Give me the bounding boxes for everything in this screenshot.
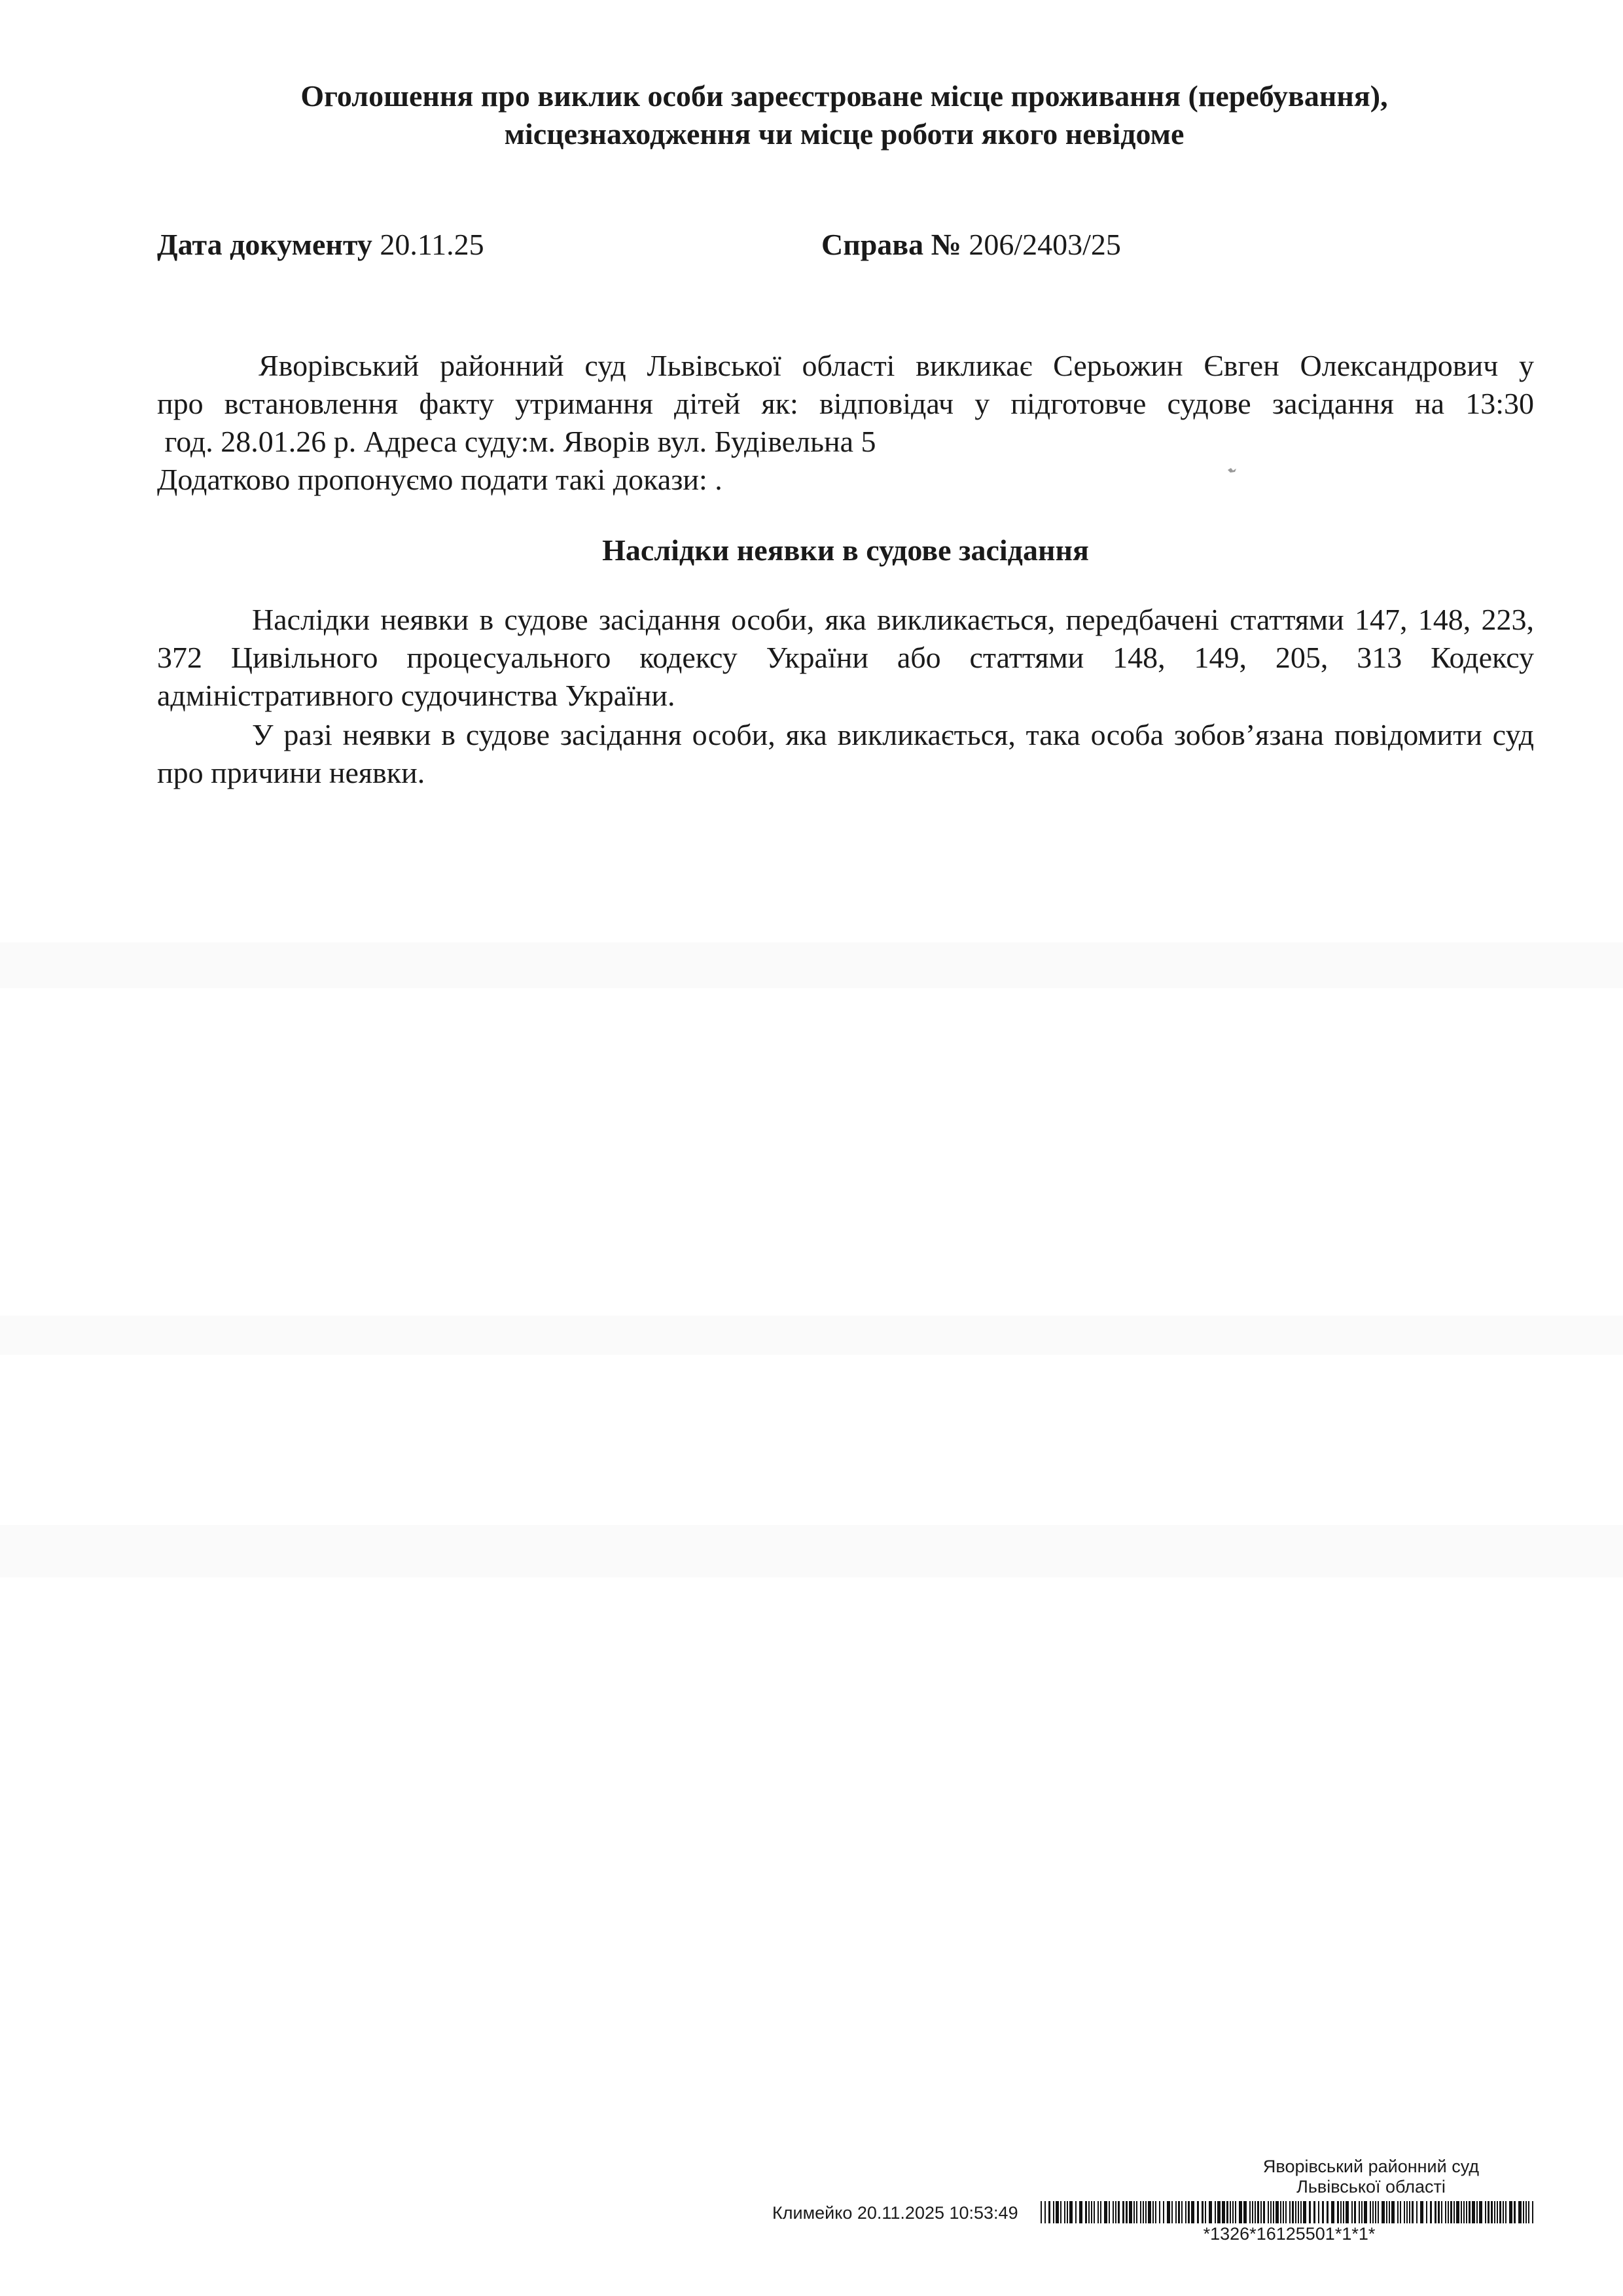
barcode-bar [1113, 2201, 1114, 2223]
barcode-bar [1222, 2201, 1225, 2223]
barcode-bar [1289, 2201, 1291, 2223]
summons-line-4: Додатково пропонуємо подати такі докази: . [157, 463, 722, 496]
barcode-bar [1126, 2201, 1128, 2223]
barcode-bar [1115, 2201, 1116, 2223]
scan-speck [1227, 466, 1238, 474]
barcode-bar [1400, 2201, 1401, 2223]
barcode-bar [1171, 2201, 1173, 2223]
scan-band [0, 942, 1623, 988]
case-label: Справа № [821, 228, 961, 261]
barcode-bar [1448, 2201, 1449, 2223]
consequences-title: Наслідки неявки в судове засідання [602, 533, 1089, 567]
title-line-2: місцезнаходження чи місце роботи якого невідоме [504, 117, 1185, 151]
barcode-bar [1298, 2201, 1299, 2223]
scan-band [0, 1316, 1623, 1355]
barcode-bar [1361, 2201, 1363, 2223]
barcode-bar [1285, 2201, 1287, 2223]
barcode-bar [1532, 2201, 1533, 2223]
barcode-bar [1313, 2201, 1315, 2223]
barcode-bar [1438, 2201, 1440, 2223]
date-label: Дата документу [157, 228, 372, 261]
title-line-1: Оголошення про виклик особи зареєстроване місце проживання (перебування), [300, 79, 1388, 113]
barcode-bar [1159, 2201, 1160, 2223]
barcode-bar [1209, 2201, 1212, 2223]
barcode-bar [1079, 2201, 1082, 2223]
barcode-bar [1509, 2201, 1512, 2223]
date-value: 20.11.25 [380, 228, 484, 261]
barcode-bar [1343, 2201, 1344, 2223]
barcode-bar [1255, 2201, 1256, 2223]
barcode-bar [1491, 2201, 1493, 2223]
barcode-bar [1100, 2201, 1101, 2223]
barcode-bar [1295, 2201, 1296, 2223]
barcode-bar [1463, 2201, 1465, 2223]
scan-band [0, 1525, 1623, 1577]
barcode-bar [1155, 2201, 1156, 2223]
barcode-bar [1232, 2201, 1234, 2223]
barcode-bar [1337, 2201, 1339, 2223]
barcode-bar [1525, 2201, 1527, 2223]
barcode-bar [1145, 2201, 1147, 2223]
barcode-bar [1064, 2201, 1065, 2223]
barcode-bar [1469, 2201, 1471, 2223]
case-number [821, 226, 1121, 264]
barcode-bar [1283, 2201, 1284, 2223]
summons-paragraph [157, 347, 1534, 499]
summons-line-3: год. 28.01.26 р. Адреса суду:м. Яворів вул. Будівельна 5 [157, 425, 876, 458]
barcode-bar [1499, 2201, 1501, 2223]
consequences-paragraph-1: Наслідки неявки в судове засідання особи, яка викликається, передбачені статтями 147, 148, 223, 372 Цивільного процесуального кодексу України або статтями 148, 149, 205, 313 Кодексу адміністративного судочинства України. [157, 603, 1534, 712]
barcode-bar [1485, 2201, 1486, 2223]
barcode-bar [1152, 2201, 1154, 2223]
barcode-bar [1354, 2201, 1356, 2223]
summons-line-2: про встановлення факту утримання дітей як: відповідач у підготовче судове засідання на 13:30 [157, 387, 1534, 420]
barcode-bar [1528, 2201, 1529, 2223]
barcode-bar [1435, 2201, 1436, 2223]
barcode-bar [1178, 2201, 1180, 2223]
barcode-bar [1069, 2201, 1073, 2223]
barcode-bar [1430, 2201, 1432, 2223]
case-value: 206/2403/25 [969, 228, 1121, 261]
barcode-bar [1094, 2201, 1095, 2223]
barcode-bar [1048, 2201, 1050, 2223]
signer-timestamp-text: Климейко 20.11.2025 10:53:49 [772, 2203, 1018, 2223]
document-date [157, 226, 484, 264]
barcode-bar [1226, 2201, 1228, 2223]
barcode-bar [1060, 2201, 1061, 2223]
barcode-bar [1085, 2201, 1087, 2223]
barcode-bar [1476, 2201, 1478, 2223]
barcode-bar [1056, 2201, 1059, 2223]
court-name-line-1: Яворівський районний суд [1262, 2157, 1480, 2176]
barcode-bar [1386, 2201, 1387, 2223]
barcode-bar [1235, 2201, 1236, 2223]
barcode-bar [1270, 2201, 1272, 2223]
court-name-line-2: Львівської області [1296, 2177, 1446, 2197]
barcode-bar [1109, 2201, 1110, 2223]
barcode-bar [1514, 2201, 1516, 2223]
barcode-bar [1239, 2201, 1242, 2223]
barcode-bar [1273, 2201, 1274, 2223]
barcode-bar [1202, 2201, 1204, 2223]
barcode-bar [1488, 2201, 1489, 2223]
barcode-bar [1461, 2201, 1462, 2223]
barcode-bar [1191, 2201, 1194, 2223]
barcode-bar [1441, 2201, 1442, 2223]
barcode-bar [1523, 2201, 1524, 2223]
court-stamp [1201, 2157, 1541, 2197]
barcode-bar [1181, 2201, 1183, 2223]
barcode-bar [1118, 2201, 1120, 2223]
barcode-bar [1215, 2201, 1216, 2223]
barcode-bar [1404, 2201, 1405, 2223]
barcode-bar [1292, 2201, 1294, 2223]
barcode-bar [1351, 2201, 1353, 2223]
barcode-bars [1041, 2201, 1538, 2223]
barcode-bar [1406, 2201, 1408, 2223]
barcode-bar [1472, 2201, 1475, 2223]
barcode-bar [1409, 2201, 1410, 2223]
barcode-bar [1252, 2201, 1253, 2223]
barcode-bar [1243, 2201, 1247, 2223]
barcode-bar [1217, 2201, 1221, 2223]
barcode-bar [1397, 2201, 1399, 2223]
barcode-bar [1389, 2201, 1390, 2223]
barcode-bar [1275, 2201, 1279, 2223]
barcode-bar [1327, 2201, 1329, 2223]
barcode-bar [1391, 2201, 1395, 2223]
barcode-bar [1257, 2201, 1259, 2223]
barcode-bar [1143, 2201, 1144, 2223]
barcode-bar [1518, 2201, 1522, 2223]
barcode-bar [1185, 2201, 1186, 2223]
signer-timestamp [772, 2203, 1018, 2229]
barcode-bar [1140, 2201, 1141, 2223]
barcode-bar [1445, 2201, 1446, 2223]
barcode-bar [1494, 2201, 1495, 2223]
summons-line-1: Яворівський районний суд Львівської області викликає Серьожин Євген Олександрович у [259, 349, 1534, 382]
barcode-bar [1088, 2201, 1090, 2223]
barcode-bar [1300, 2201, 1302, 2223]
barcode-code: *1326*16125501*1*1* [1203, 2224, 1376, 2244]
barcode-bar [1268, 2201, 1269, 2223]
barcode-bar [1163, 2201, 1164, 2223]
barcode-bar [1372, 2201, 1374, 2223]
barcode-bar [1370, 2201, 1371, 2223]
barcode-bar [1375, 2201, 1376, 2223]
barcode-bar [1122, 2201, 1124, 2223]
barcode-bar [1456, 2201, 1459, 2223]
barcode-bar [1454, 2201, 1455, 2223]
barcode-bar [1359, 2201, 1360, 2223]
barcode-bar [1097, 2201, 1099, 2223]
document-title [157, 77, 1531, 153]
barcode-bar [1205, 2201, 1206, 2223]
barcode-bar [1479, 2201, 1482, 2223]
barcode-bar [1044, 2201, 1046, 2223]
barcode-bar [1041, 2201, 1042, 2223]
barcode-bar [1420, 2201, 1423, 2223]
barcode-bar [1091, 2201, 1092, 2223]
barcode-bar [1197, 2201, 1199, 2223]
barcode-bar [1075, 2201, 1077, 2223]
barcode-bar [1148, 2201, 1151, 2223]
barcode-bar [1067, 2201, 1068, 2223]
barcode-bar [1426, 2201, 1427, 2223]
barcode-bar [1346, 2201, 1349, 2223]
barcode-bar [1412, 2201, 1414, 2223]
barcode [1041, 2201, 1538, 2223]
barcode-bar [1318, 2201, 1319, 2223]
barcode-bar [1505, 2201, 1507, 2223]
barcode-bar [1133, 2201, 1135, 2223]
barcode-bar [1303, 2201, 1306, 2223]
barcode-bar [1382, 2201, 1385, 2223]
consequences-paragraph-2: У разі неявки в судове засідання особи, яка викликається, така особа зобов’язана повідомити суд про причини неявки. [157, 718, 1534, 789]
barcode-bar [1129, 2201, 1132, 2223]
barcode-bar [1309, 2201, 1311, 2223]
barcode-bar [1378, 2201, 1379, 2223]
barcode-bar [1136, 2201, 1137, 2223]
barcode-bar [1331, 2201, 1334, 2223]
barcode-bar [1364, 2201, 1367, 2223]
barcode-bar [1280, 2201, 1281, 2223]
barcode-bar [1466, 2201, 1467, 2223]
barcode-bar [1188, 2201, 1190, 2223]
barcode-bar [1416, 2201, 1418, 2223]
barcode-bar [1260, 2201, 1262, 2223]
barcode-bar [1230, 2201, 1231, 2223]
barcode-bar [1104, 2201, 1107, 2223]
barcode-bar [1503, 2201, 1504, 2223]
barcode-bar [1322, 2201, 1324, 2223]
barcode-bar [1497, 2201, 1498, 2223]
barcode-bar [1053, 2201, 1054, 2223]
barcode-bar [1450, 2201, 1452, 2223]
barcode-bar [1340, 2201, 1342, 2223]
barcode-bar [1249, 2201, 1251, 2223]
barcode-bar [1263, 2201, 1265, 2223]
barcode-bar [1167, 2201, 1170, 2223]
barcode-bar [1175, 2201, 1177, 2223]
